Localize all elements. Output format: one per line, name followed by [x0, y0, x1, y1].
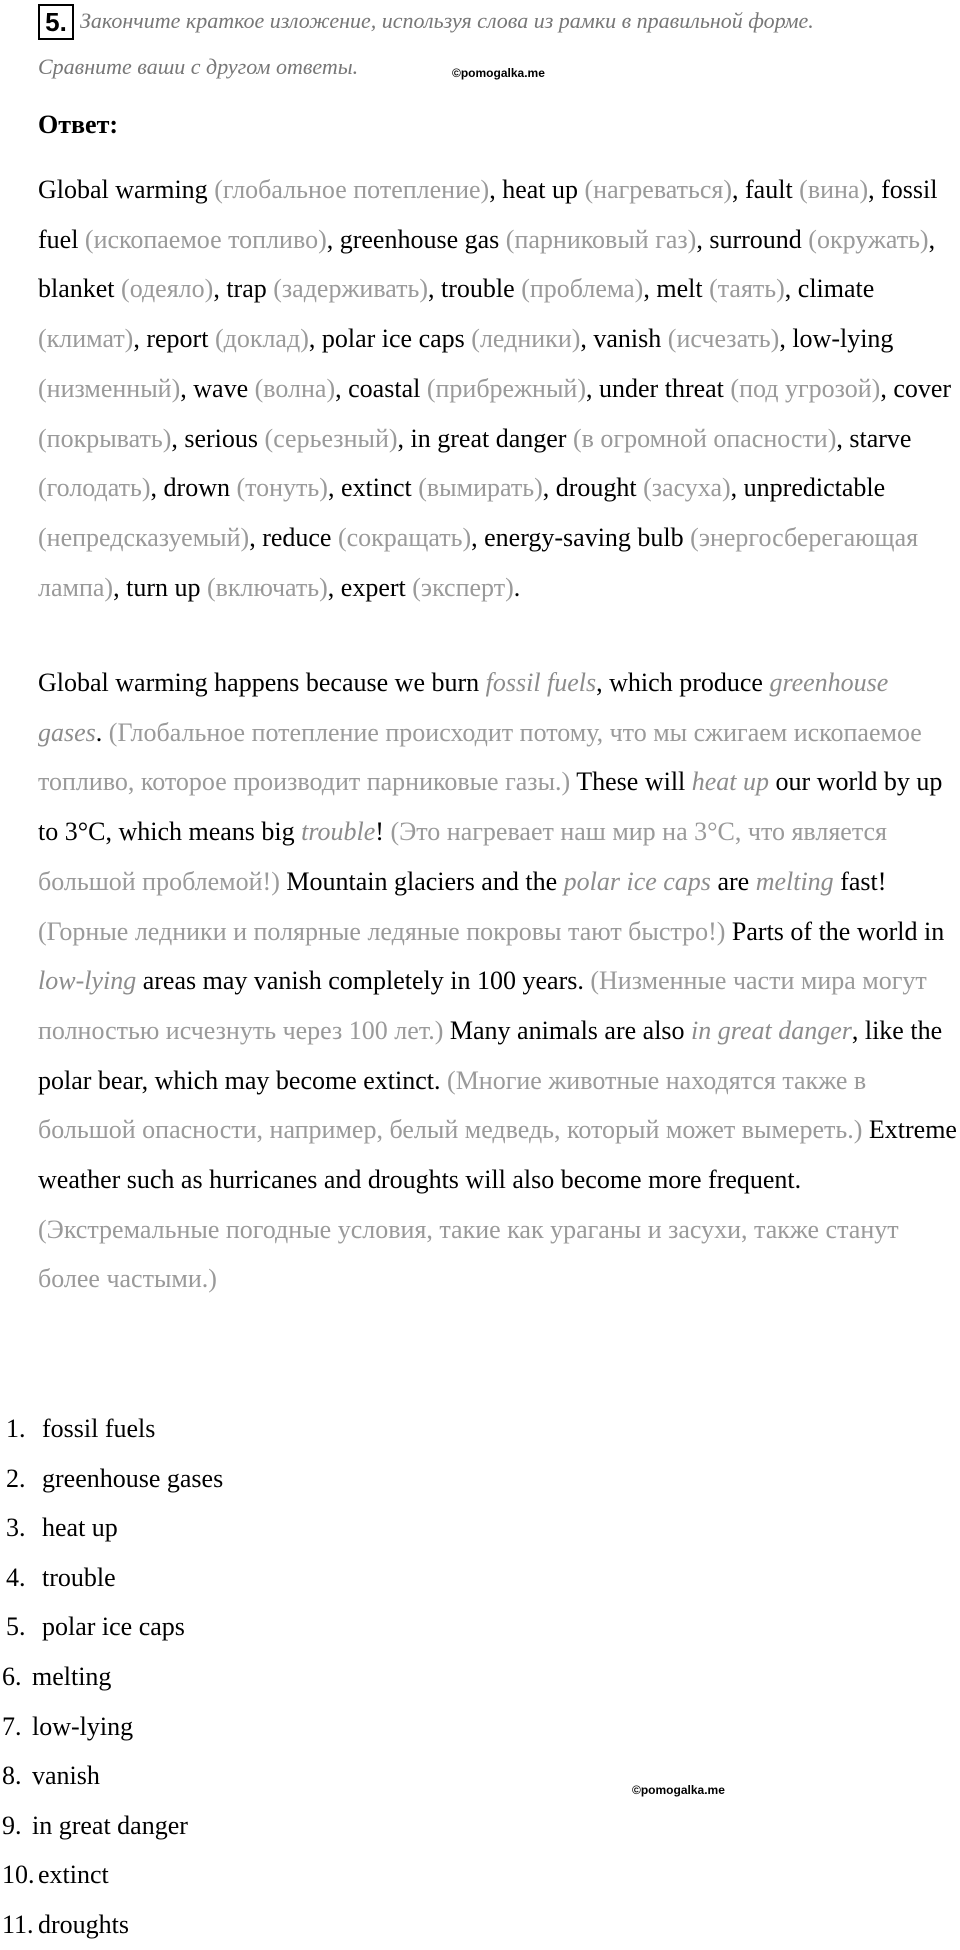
item-number: 7.	[2, 1711, 22, 1741]
vocab-word: in great danger	[410, 423, 567, 453]
vocab-word: coastal	[348, 373, 421, 403]
vocab-translation: (парниковый газ)	[505, 224, 697, 254]
vocab-translation: (тонуть)	[236, 473, 328, 503]
vocab-translation: (под угрозой)	[730, 373, 881, 403]
vocab-translation: (в огромной опасности)	[572, 423, 837, 453]
summary-text: Parts of the world in	[725, 916, 945, 946]
vocab-translation: (засуха)	[643, 473, 731, 503]
list-item	[0, 1652, 600, 1702]
list-item	[0, 1751, 600, 1801]
answer-text: in great danger	[32, 1810, 188, 1840]
vocab-word: trap	[226, 274, 267, 304]
summary-text: , like the polar bear, which may become extinct.	[38, 1015, 943, 1095]
item-number: 11.	[2, 1909, 34, 1939]
list-item	[0, 1602, 600, 1652]
vocab-word: wave	[193, 373, 249, 403]
vocab-word: heat up	[502, 175, 579, 204]
item-number: 8.	[2, 1761, 22, 1791]
summary-text: our world by up to 3°C, which means big	[38, 767, 943, 847]
vocab-translation: (эксперт)	[412, 572, 514, 602]
vocab-translation: (низменный)	[38, 373, 181, 403]
list-item	[0, 1850, 600, 1900]
vocab-translation: (окружать)	[808, 224, 929, 254]
summary-text: fast!	[833, 866, 887, 896]
filled-gap: fossil fuels	[485, 668, 597, 697]
filled-gap: polar ice caps	[563, 866, 711, 896]
list-item	[0, 1801, 600, 1851]
translation-text: (Это нагревает наш мир на 3°C, что является большой проблемой!)	[38, 817, 888, 896]
vocab-word: energy-saving bulb	[484, 522, 684, 552]
vocab-word: surround	[709, 224, 802, 254]
vocab-word: extinct	[340, 473, 412, 503]
vocab-word: drown	[163, 473, 230, 503]
item-number: 5.	[6, 1612, 26, 1642]
vocab-translation: (серьезный)	[264, 423, 398, 453]
list-item	[0, 1454, 600, 1504]
translation-text: (Экстремальные погодные условия, такие как ураганы и засухи, также станут более частыми.)	[38, 1214, 899, 1294]
vocab-translation: (энергосберегающая лампа)	[38, 522, 919, 602]
vocab-word: trouble	[441, 274, 515, 304]
answer-text: fossil fuels	[42, 1414, 156, 1443]
item-number: 3.	[6, 1513, 26, 1543]
filled-gap: melting	[755, 866, 834, 896]
summary-text: These will	[570, 767, 692, 797]
task-number: 5.	[38, 4, 74, 40]
vocab-translation: (покрывать)	[38, 423, 172, 453]
item-number: 2.	[6, 1463, 26, 1493]
vocab-translation: (ископаемое топливо)	[84, 224, 327, 254]
vocab-word: climate	[797, 274, 875, 304]
item-number: 4.	[6, 1562, 26, 1592]
vocab-word: reduce	[262, 522, 332, 552]
vocab-translation: (исчезать)	[667, 324, 780, 354]
vocab-translation: (сокращать)	[337, 522, 472, 552]
vocab-translation: (ледники)	[471, 324, 581, 354]
filled-gap: trouble	[301, 817, 376, 847]
summary-text: Global warming happens because we burn	[38, 668, 486, 697]
translation-text: (Глобальное потепление происходит потому, что мы сжигаем ископаемое топливо, которое производит парниковые газы.)	[38, 717, 922, 797]
summary-text: areas may vanish completely in 100 years.	[136, 966, 591, 996]
vocab-translation: (непредсказуемый)	[38, 522, 250, 552]
vocab-translation: (проблема)	[521, 274, 644, 304]
vocab-translation: (голодать)	[38, 473, 151, 503]
list-item	[0, 1404, 600, 1454]
item-number: 1.	[6, 1414, 26, 1443]
translation-text: (Многие животные находятся также в большой опасности, например, белый медведь, который может вымереть.)	[38, 1065, 867, 1145]
answer-text: melting	[32, 1661, 112, 1691]
vocab-translation: (вымирать)	[418, 473, 543, 503]
vocab-translation: (глобальное потепление)	[214, 175, 490, 204]
vocab-word: starve	[849, 423, 912, 453]
summary-text: !	[375, 817, 391, 847]
vocab-word: melt	[656, 274, 703, 304]
vocab-word: Global warming	[38, 175, 208, 204]
vocab-translation: (задерживать)	[273, 274, 429, 304]
vocab-translation: (вина)	[799, 175, 869, 204]
vocab-word: expert	[340, 572, 406, 602]
summary-text: Many animals are also	[443, 1015, 692, 1045]
vocab-word: greenhouse gas	[339, 224, 500, 254]
vocab-translation: (одеяло)	[121, 274, 214, 304]
task-instruction-line2: Сравните ваши с другом ответы.	[38, 54, 359, 79]
vocab-word: serious	[184, 423, 259, 453]
vocab-translation: (климат)	[38, 324, 134, 354]
vocab-word: blanket	[38, 274, 115, 304]
summary-text: .	[95, 717, 109, 747]
answer-text: low-lying	[32, 1711, 134, 1741]
summary-text: , which produce	[596, 668, 770, 697]
item-number: 10.	[2, 1860, 35, 1890]
answer-text: vanish	[32, 1761, 100, 1791]
vocab-word: polar ice caps	[321, 324, 465, 354]
vocab-translation: (таять)	[709, 274, 785, 304]
vocab-word: turn up	[126, 572, 201, 602]
vocab-translation: (прибрежный)	[426, 373, 587, 403]
vocab-word: under threat	[599, 373, 724, 403]
vocab-translation: (волна)	[254, 373, 336, 403]
vocab-translation: (включать)	[206, 572, 328, 602]
vocab-word: cover	[893, 373, 952, 403]
watermark: ©pomogalka.me	[632, 1783, 725, 1797]
list-item	[0, 1900, 600, 1950]
answer-text: heat up	[42, 1513, 118, 1543]
list-item	[0, 1503, 600, 1553]
translation-text: (Низменные части мира могут полностью исчезнуть через 100 лет.)	[38, 966, 927, 1045]
vocab-word: fossil fuel	[38, 175, 938, 254]
summary-text: are	[710, 866, 756, 896]
filled-gap: heat up	[691, 767, 770, 797]
vocab-word: low-lying	[792, 324, 894, 354]
item-number: 6.	[2, 1661, 22, 1691]
vocab-word: report	[146, 324, 209, 354]
filled-gap: low-lying	[38, 966, 137, 996]
vocab-translation: (нагреваться)	[584, 175, 733, 204]
filled-gap: greenhouse gases	[38, 668, 889, 747]
answer-label: Ответ:	[38, 110, 119, 139]
vocab-word: drought	[555, 473, 637, 503]
task-instruction: Закончите краткое изложение, используя слова из рамки в правильной форме.	[80, 8, 814, 33]
summary-text: Mountain glaciers and the	[279, 866, 564, 896]
vocab-translation: (доклад)	[214, 324, 309, 354]
vocabulary-paragraph: Global warming (глобальное потепление), heat up (нагреваться), fault (вина), fossil fuel (ископаемое топливо), greenhouse gas (парниковый газ), surround (окружать), blanket (одеяло), trap (задерживать), trouble (проблема), melt (таять), climate (климат), report (доклад), polar ice caps (ледники), vanish (исчезать), low-lying (низменный), wave (волна), coastal (прибрежный), under threat (под угрозой), cover (покрывать), serious (серьезный), in great danger (в огромной опасности), starve (голодать), drown (тонуть), extinct (вымирать), drought (засуха), unpredictable (непредсказуемый), reduce (сокращать), energy-saving bulb (энергосберегающая лампа), turn up (включать), expert (эксперт).	[38, 175, 952, 602]
list-item	[0, 1553, 600, 1603]
vocab-word: fault	[745, 175, 793, 204]
translation-text: (Горные ледники и полярные ледяные покровы тают быстро!)	[38, 916, 726, 946]
list-item	[0, 1702, 600, 1752]
answer-text: trouble	[42, 1562, 116, 1592]
answer-text: droughts	[38, 1909, 129, 1939]
filled-gap: in great danger	[691, 1015, 852, 1045]
watermark: ©pomogalka.me	[452, 66, 545, 80]
vocab-word: unpredictable	[743, 473, 886, 503]
answer-text: greenhouse gases	[42, 1463, 224, 1493]
item-number: 9.	[2, 1810, 22, 1840]
summary-paragraph	[38, 658, 958, 1304]
answer-text: extinct	[38, 1860, 109, 1890]
answers-list	[0, 1404, 600, 1950]
answer-text: polar ice caps	[42, 1612, 185, 1642]
summary-text: Extreme weather such as hurricanes and droughts will also become more frequent.	[38, 1115, 957, 1195]
vocab-word: vanish	[593, 324, 662, 354]
